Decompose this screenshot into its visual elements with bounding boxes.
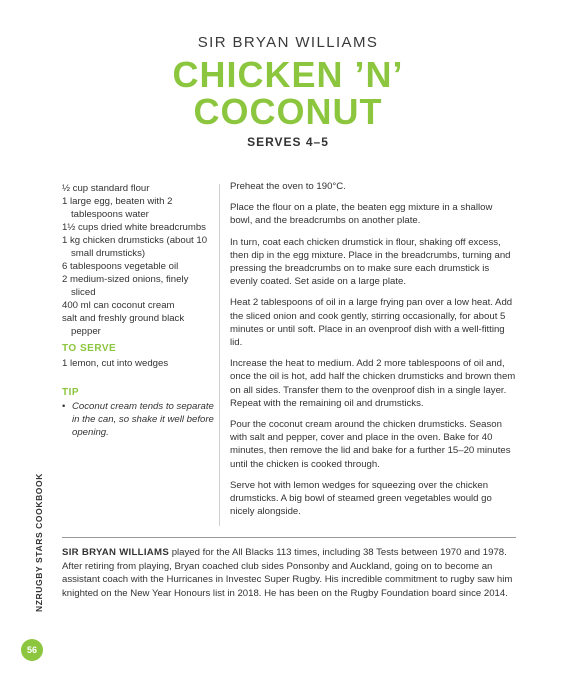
- ingredient-item: 1½ cups dried white breadcrumbs: [62, 222, 206, 233]
- ingredients-column: [62, 182, 214, 439]
- recipe-title-line-2: COCONUT: [193, 91, 383, 132]
- method-step: Place the flour on a plate, the beaten egg mixture in a shallow bowl, and the breadcrumbs on another plate.: [230, 202, 493, 227]
- bio-text: played for the All Blacks 113 times, including 38 Tests between 1970 and 1978. After retiring from playing, Bryan coached club sides Ponsonby and Auckland, going on to become an assistant coach with the Hurricanes in Investec Super Rugby. His incredible commitment to rugby saw him knighted on the New Year Honours list in 2018. He has been on the Rugby Foundation board since 2014.: [62, 547, 513, 599]
- book-title-vertical: NZRUGBY STARS COOKBOOK: [34, 473, 44, 612]
- bio-divider: [62, 537, 516, 538]
- ingredient-item: ½ cup standard flour: [62, 183, 150, 194]
- method-column: [230, 180, 516, 526]
- method-step: Pour the coconut cream around the chicken drumsticks. Season with salt and pepper, cover and place in the oven. Bake for 40 minutes, then remove the lid and bake for a further 15–20 minutes until the chicken is cooked through.: [230, 419, 511, 470]
- bio-name: SIR BRYAN WILLIAMS: [62, 547, 170, 558]
- ingredient-item: 1 large egg, beaten with 2 tablespoons water: [62, 196, 173, 220]
- method-step: Serve hot with lemon wedges for squeezing over the chicken drumsticks. A big bowl of steamed green vegetables would go nicely alongside.: [230, 479, 492, 518]
- serves-label: SERVES 4–5: [247, 135, 329, 149]
- ingredient-item: salt and freshly ground black pepper: [62, 313, 185, 337]
- ingredient-item: 2 medium-sized onions, finely sliced: [62, 274, 189, 298]
- method-step: Increase the heat to medium. Add 2 more tablespoons of oil and, once the oil is hot, add half the chicken drumsticks and brown them on all sides. Transfer them to the ovenproof dish in a single layer. Repeat with the remaining oil and drumsticks.: [230, 358, 516, 409]
- to-serve-heading: TO SERVE: [62, 343, 117, 354]
- to-serve-item: 1 lemon, cut into wedges: [62, 358, 169, 369]
- chef-bio: [62, 546, 516, 600]
- recipe-title: [0, 56, 576, 130]
- chef-name: SIR BRYAN WILLIAMS: [197, 34, 379, 51]
- ingredient-item: 6 tablespoons vegetable oil: [62, 261, 179, 272]
- tip-body: Coconut cream tends to separate in the can, so shake it well before opening.: [72, 401, 214, 438]
- page-number-badge: 56: [21, 639, 43, 661]
- ingredient-item: 1 kg chicken drumsticks (about 10 small drumsticks): [62, 235, 208, 259]
- method-step: Preheat the oven to 190°C.: [230, 181, 346, 192]
- ingredient-item: 400 ml can coconut cream: [62, 300, 175, 311]
- column-divider: [219, 184, 220, 526]
- recipe-title-line-1: CHICKEN ’N’: [172, 54, 404, 95]
- method-step: Heat 2 tablespoons of oil in a large frying pan over a low heat. Add the sliced onion and cook gently, stirring occasionally, for about 5 minutes or until soft. Place in an ovenproof dish with a well-fitting lid.: [230, 297, 513, 349]
- tip-text: [62, 400, 214, 439]
- tip-bullet: •: [62, 401, 66, 412]
- tip-heading: TIP: [62, 387, 80, 398]
- method-step: In turn, coat each chicken drumstick in flour, shaking off excess, then dip in the egg mixture. Place in the breadcrumbs, turning and pressing the breadcrumbs on to make sure each drumstick is evenly coated. Set aside on a large plate.: [230, 236, 511, 288]
